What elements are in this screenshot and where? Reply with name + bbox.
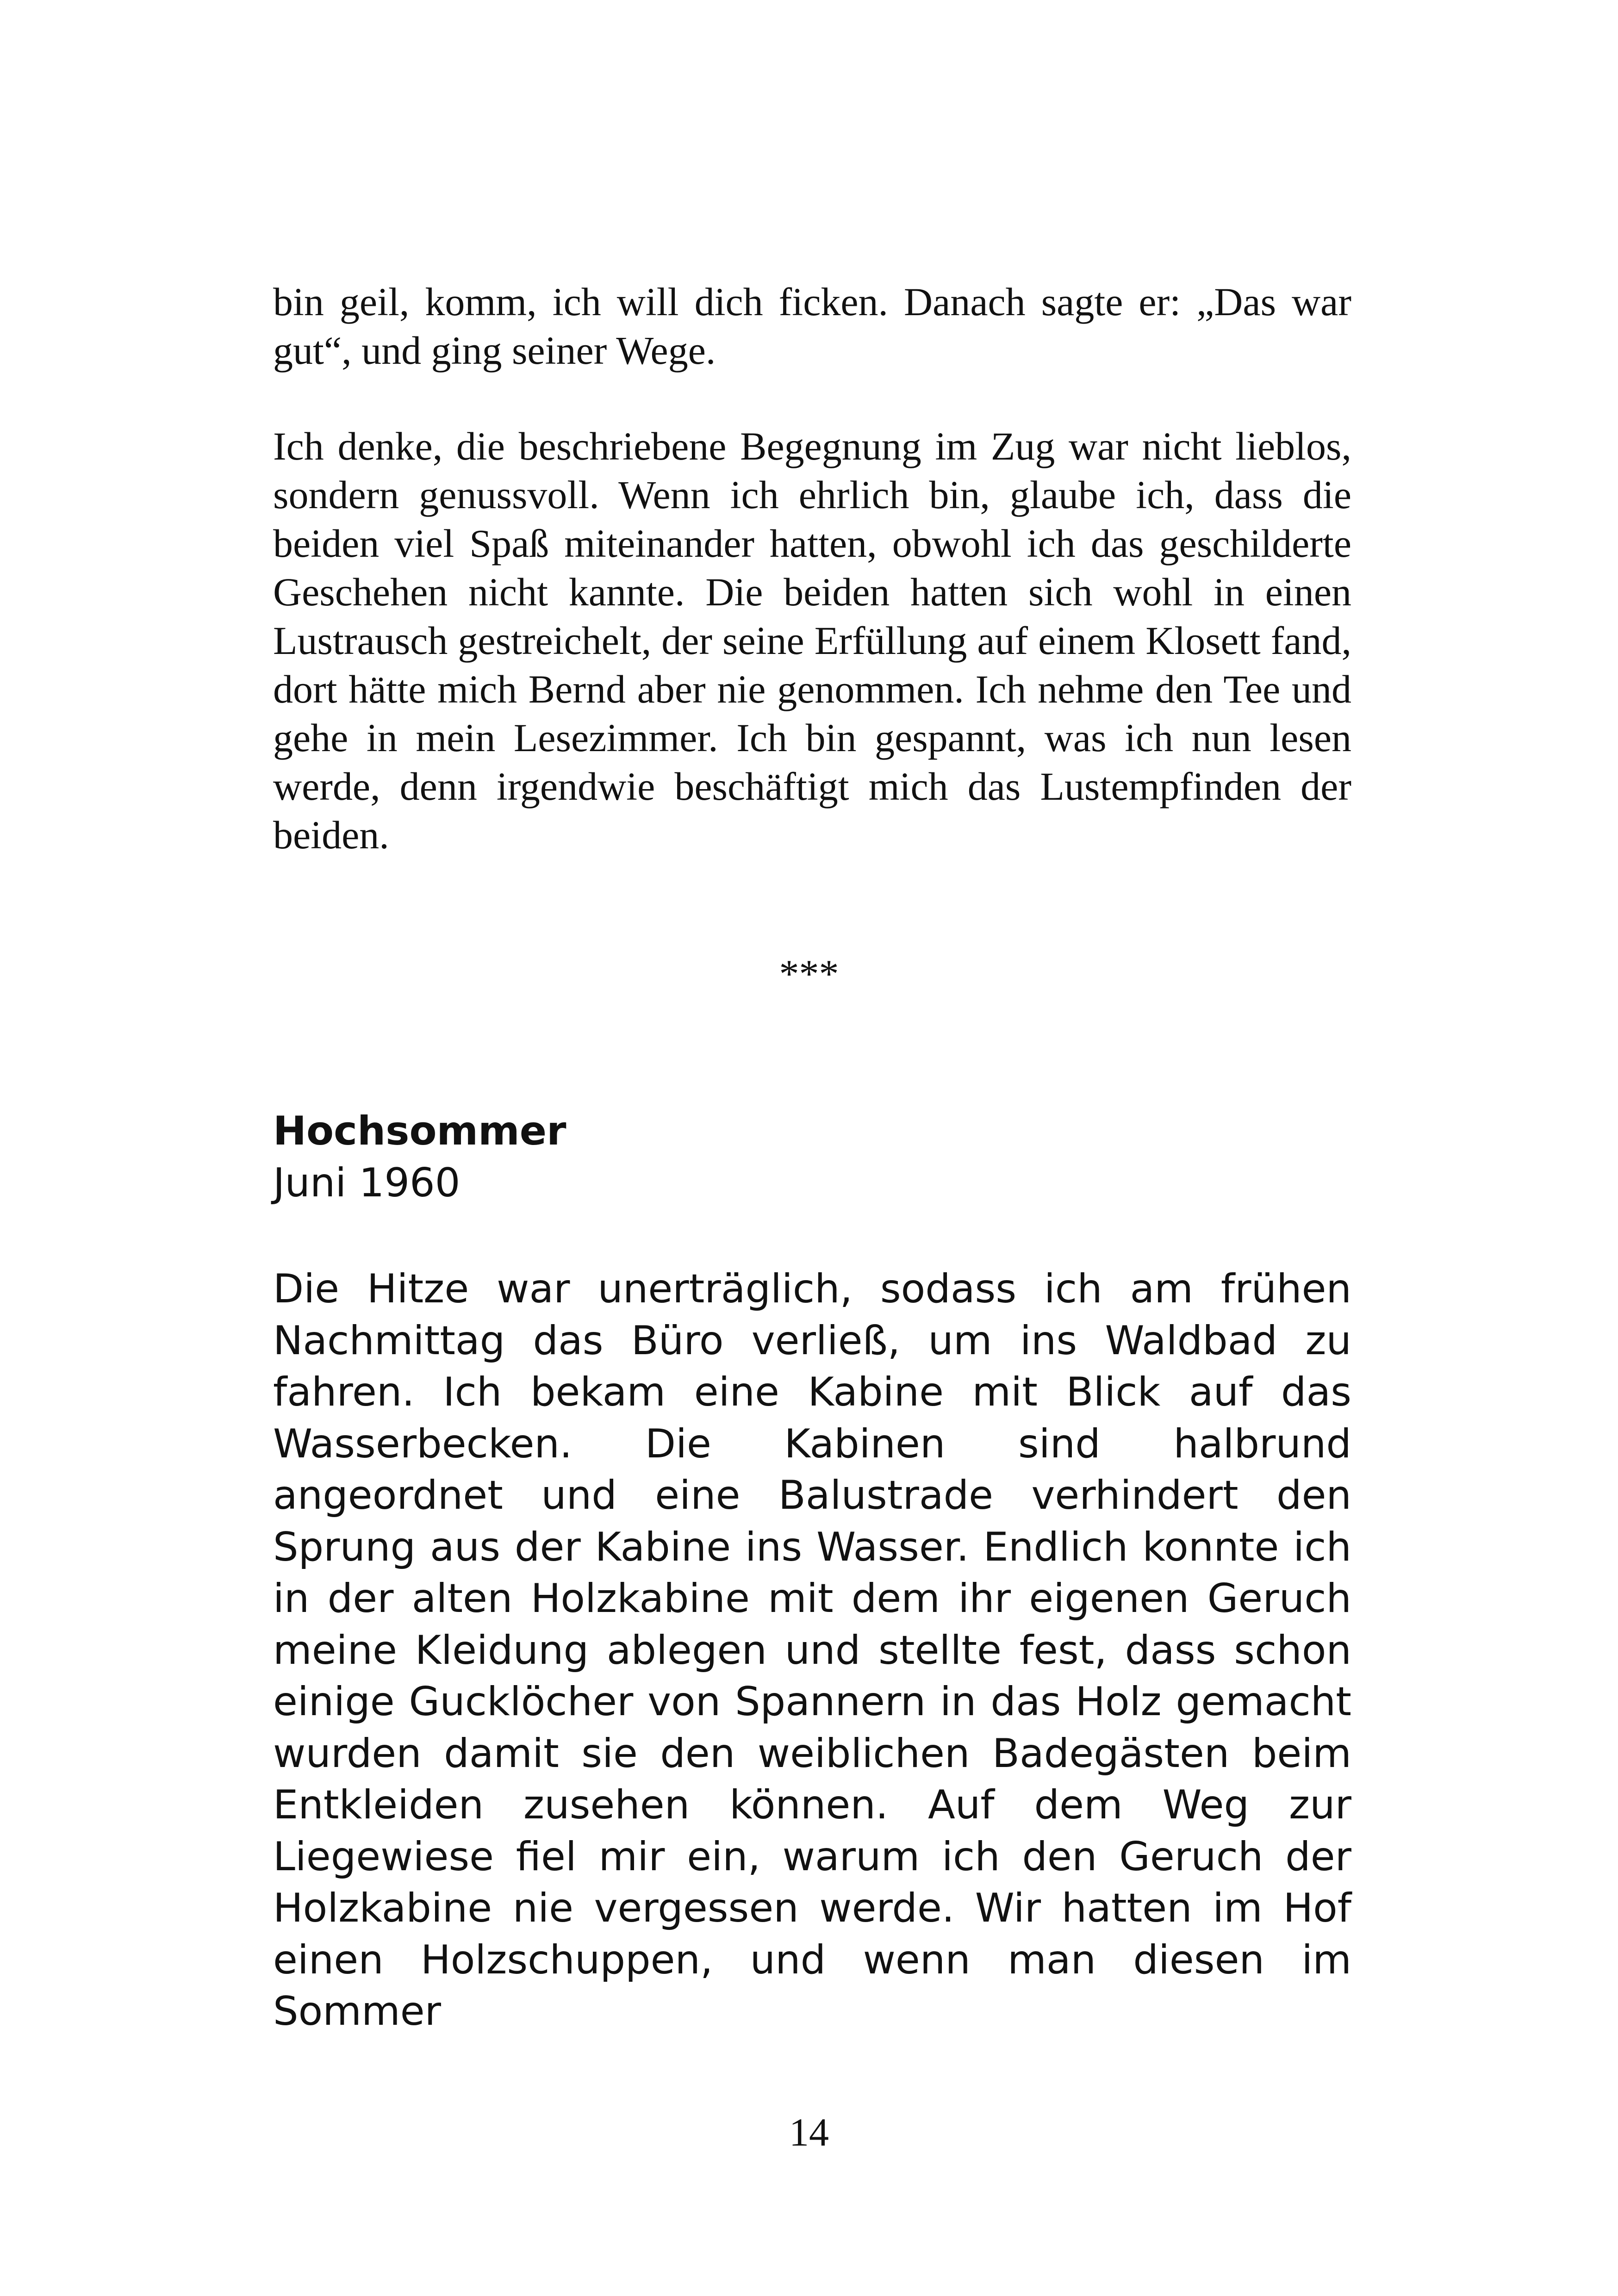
chapter-paragraph: Die Hitze war unerträglich, sodass ich am frühen Nachmittag das Büro verließ, um ins Waldbad zu fahren. Ich bekam eine Kabine mit Blick auf das Wasserbecken. Die Kabinen sind halbrund angeordnet und eine Balustrade verhindert den Sprung aus der Kabine ins Wasser. Endlich konnte ich in der alten Holzkabine mit dem ihr eigenen Geruch meine Kleidung ablegen und stellte fest, dass schon einige Gucklöcher von Spannern in das Holz gemacht wurden damit sie den weiblichen Badegästen beim Entkleiden zusehen können. Auf dem Weg zur Liegewiese fiel mir ein, warum ich den Geruch der Holzkabine nie vergessen werde. Wir hatten im Hof einen Holzschuppen, und wenn man diesen im Sommer xyxy=(273,1266,1351,2035)
chapter-title: Hochsommer xyxy=(273,1108,566,1154)
section-separator: *** xyxy=(779,952,839,996)
page-number: 14 xyxy=(789,2110,829,2154)
paragraph-continuation: bin geil, komm, ich will dich ficken. Danach sagte er: „Das war gut“, und ging seiner Wege. xyxy=(273,280,1351,373)
paragraph-reflection: Ich denke, die beschriebene Begegnung im Zug war nicht lieblos, sondern genussvoll. Wenn ich ehrlich bin, glaube ich, dass die beiden viel Spaß miteinander hatten, obwohl ich das geschilderte Geschehen nicht kannte. Die beiden hatten sich wohl in einen Lustrausch gestreichelt, der seine Erfüllung auf einem Klosett fand, dort hätte mich Bernd aber nie genommen. Ich nehme den Tee und gehe in mein Lesezimmer. Ich bin gespannt, was ich nun lesen werde, denn irgendwie beschäftigt mich das Lustempfinden der beiden. xyxy=(273,424,1351,857)
chapter-date: Juni 1960 xyxy=(273,1160,461,1206)
